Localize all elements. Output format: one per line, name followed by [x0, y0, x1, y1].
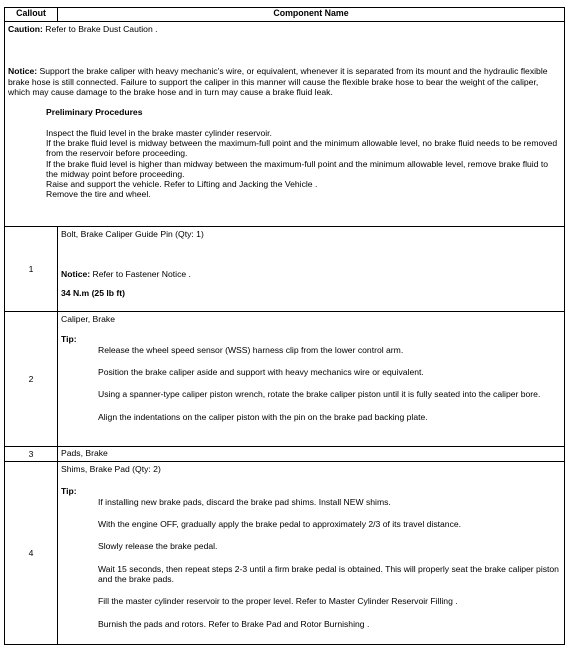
notice-paragraph: [61, 269, 561, 279]
tip-item: Wait 15 seconds, then repeat steps 2-3 until a firm brake pedal is obtained. This will properly seat the brake caliper piston and the brake pads.: [98, 563, 559, 584]
tip-item: Burnish the pads and rotors. Refer to Brake Pad and Rotor Burnishing .: [98, 618, 370, 629]
callout-number: 1: [5, 227, 58, 312]
preliminary-title: Preliminary Procedures: [46, 107, 143, 118]
notice-text: Refer to Fastener Notice .: [90, 269, 191, 280]
notice-paragraph: [8, 66, 561, 97]
component-name: Caliper, Brake: [61, 314, 115, 324]
procedure-document: [4, 7, 565, 646]
component-cell: [58, 462, 565, 645]
component-table: [4, 7, 565, 645]
table-row: [5, 227, 565, 312]
notice-text: Support the brake caliper with heavy mechanic's wire, or equivalent, whenever it is separated from its mount and the hydraulic flexible brake hose is still connected. Failure to support the caliper in this manner will cause the flexible brake hose to bear the weight of the caliper, which may cause damage to the brake hose and in turn may cause a brake fluid leak.: [8, 66, 548, 97]
tip-label: Tip:: [61, 486, 77, 497]
component-cell: [58, 227, 565, 312]
tip-item: Fill the master cylinder reservoir to the proper level. Refer to Master Cylinder Reservoir Filling .: [98, 596, 458, 607]
tip-label: Tip:: [61, 334, 77, 345]
table-row: [5, 462, 565, 645]
torque-spec: 34 N.m (25 lb ft): [61, 287, 125, 298]
preliminary-step: If the brake fluid level is higher than midway between the maximum-full point and the minimum allowable level, remove brake fluid to the midway point before proceeding.: [46, 158, 549, 179]
notice-label: Notice:: [8, 66, 38, 77]
preliminary-steps: [8, 128, 561, 200]
table-header-row: [5, 8, 565, 22]
tip-list: [61, 345, 561, 422]
intro-row: [5, 22, 565, 227]
preliminary-step: Inspect the fluid level in the brake master cylinder reservoir.: [46, 127, 272, 138]
preliminary-step: If the brake fluid level is midway between the maximum-full point and the minimum allowable level, no brake fluid needs to be removed from the reservoir before proceeding.: [46, 137, 558, 159]
caution-text: Refer to Brake Dust Caution .: [42, 24, 158, 34]
component-name: Shims, Brake Pad (Qty: 2): [61, 464, 161, 474]
tip-item: Align the indentations on the caliper piston with the pin on the brake pad backing plate.: [98, 411, 428, 422]
tip-item: If installing new brake pads, discard the brake pad shims. Install NEW shims.: [98, 496, 391, 507]
tip-item: Slowly release the brake pedal.: [98, 541, 218, 552]
callout-number: 2: [5, 312, 58, 447]
component-name: Pads, Brake: [61, 448, 108, 458]
callout-header: Callout: [5, 8, 58, 22]
intro-cell: [5, 22, 565, 227]
table-row: [5, 312, 565, 447]
preliminary-step: Raise and support the vehicle. Refer to Lifting and Jacking the Vehicle .: [46, 179, 318, 190]
component-name-header: Component Name: [58, 8, 565, 22]
preliminary-step: Remove the tire and wheel.: [46, 189, 151, 200]
tip-item: Using a spanner-type caliper piston wrench, rotate the brake caliper piston until it is fully seated into the caliper bore.: [98, 389, 541, 400]
tip-item: Release the wheel speed sensor (WSS) harness clip from the lower control arm.: [98, 344, 404, 355]
tip-item: With the engine OFF, gradually apply the brake pedal to approximately 2/3 of its travel distance.: [98, 518, 462, 529]
tip-item: Position the brake caliper aside and support with heavy mechanics wire or equivalent.: [98, 366, 424, 377]
caution-paragraph: [8, 24, 561, 34]
tip-list: [61, 497, 561, 629]
callout-number: 3: [5, 447, 58, 462]
notice-label: Notice:: [61, 269, 91, 280]
caution-label: Caution:: [8, 24, 43, 34]
table-row: [5, 447, 565, 462]
callout-number: 4: [5, 462, 58, 645]
component-cell: [58, 447, 565, 462]
component-cell: [58, 312, 565, 447]
component-name: Bolt, Brake Caliper Guide Pin (Qty: 1): [61, 229, 204, 239]
preliminary-procedures: [8, 107, 561, 117]
